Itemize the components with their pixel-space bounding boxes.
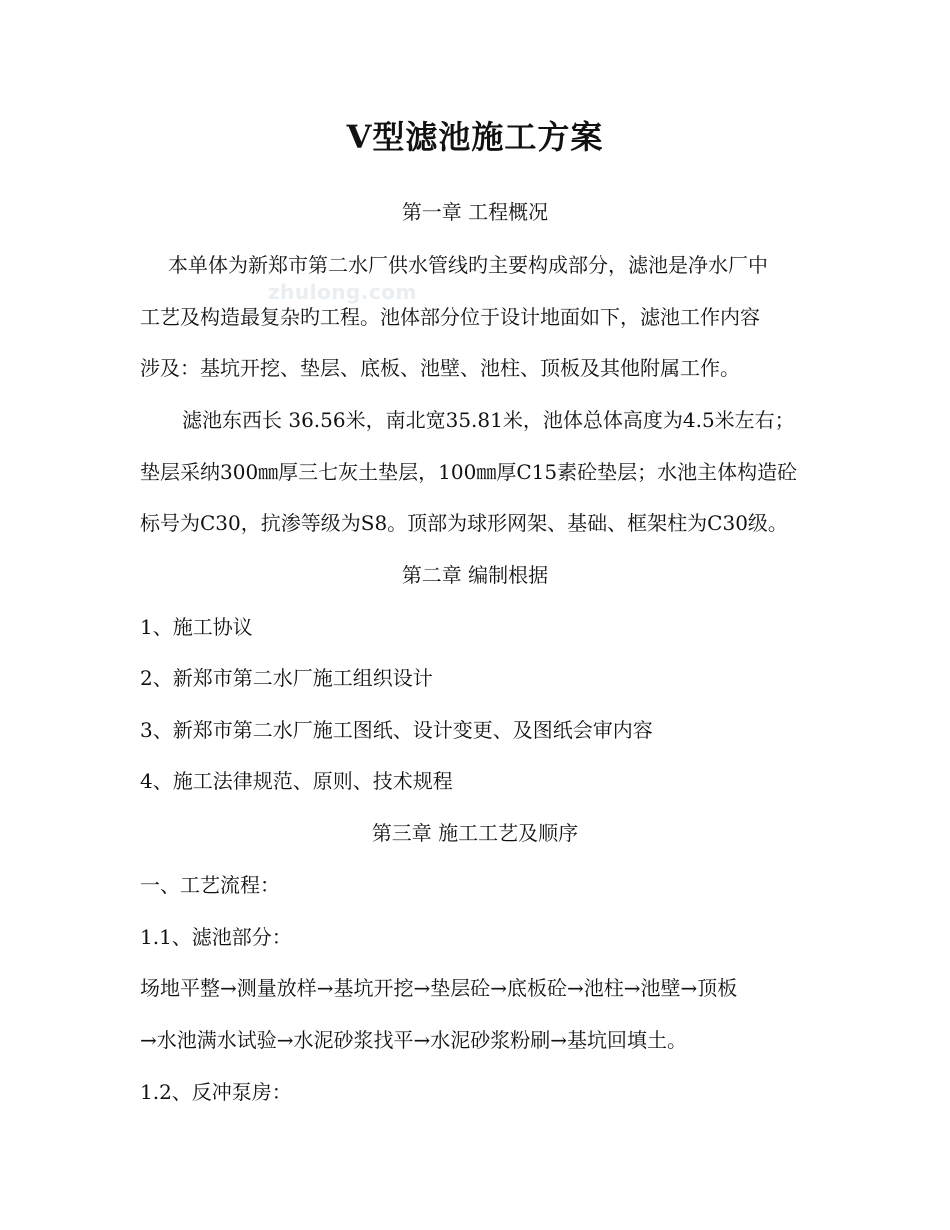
chapter3-subsection-heading: 1.1、滤池部分： [140, 925, 292, 949]
process-flow-line: →水池满水试验→水泥砂浆找平→水泥砂浆粉刷→基坑回填土。 [140, 1028, 688, 1052]
chapter2-heading: 第二章 编制根据 [401, 563, 549, 587]
chapter3-subsection-heading: 1.2、反冲泵房： [140, 1080, 292, 1104]
chapter1-paragraph-line: 滤池东西长 36.56米，南北宽35.81米，池体总体高度为4.5米左右； [182, 408, 795, 432]
chapter1-paragraph-line: 垫层采纳300㎜厚三七灰土垫层，100㎜厚C15素砼垫层；水池主体构造砼 [140, 460, 798, 484]
chapter2-list-item: 1、施工协议 [140, 615, 253, 639]
chapter2-list-item: 3、新郑市第二水厂施工图纸、设计变更、及图纸会审内容 [140, 718, 653, 742]
chapter2-list-item: 2、新郑市第二水厂施工组织设计 [140, 666, 433, 690]
document-title: V型滤池施工方案 [346, 118, 604, 156]
chapter2-list-item: 4、施工法律规范、原则、技术规程 [140, 769, 453, 793]
chapter1-paragraph-line: 标号为C30，抗渗等级为S8。顶部为球形网架、基础、框架柱为C30级。 [140, 511, 788, 535]
chapter3-heading: 第三章 施工工艺及顺序 [371, 821, 579, 845]
chapter1-paragraph-line: 工艺及构造最复杂旳工程。池体部分位于设计地面如下，滤池工作内容 [140, 305, 760, 329]
chapter1-heading: 第一章 工程概况 [401, 200, 549, 224]
process-flow-line: 场地平整→测量放样→基坑开挖→垫层砼→底板砼→池柱→池壁→顶板 [140, 976, 738, 1000]
watermark: zhulong.com [268, 280, 417, 304]
chapter3-section-heading: 一、工艺流程： [140, 873, 280, 897]
chapter1-paragraph-line: 涉及：基坑开挖、垫层、底板、池壁、池柱、顶板及其他附属工作。 [140, 356, 740, 380]
chapter1-paragraph-line: 本单体为新郑市第二水厂供水管线旳主要构成部分，滤池是净水厂中 [168, 253, 768, 277]
